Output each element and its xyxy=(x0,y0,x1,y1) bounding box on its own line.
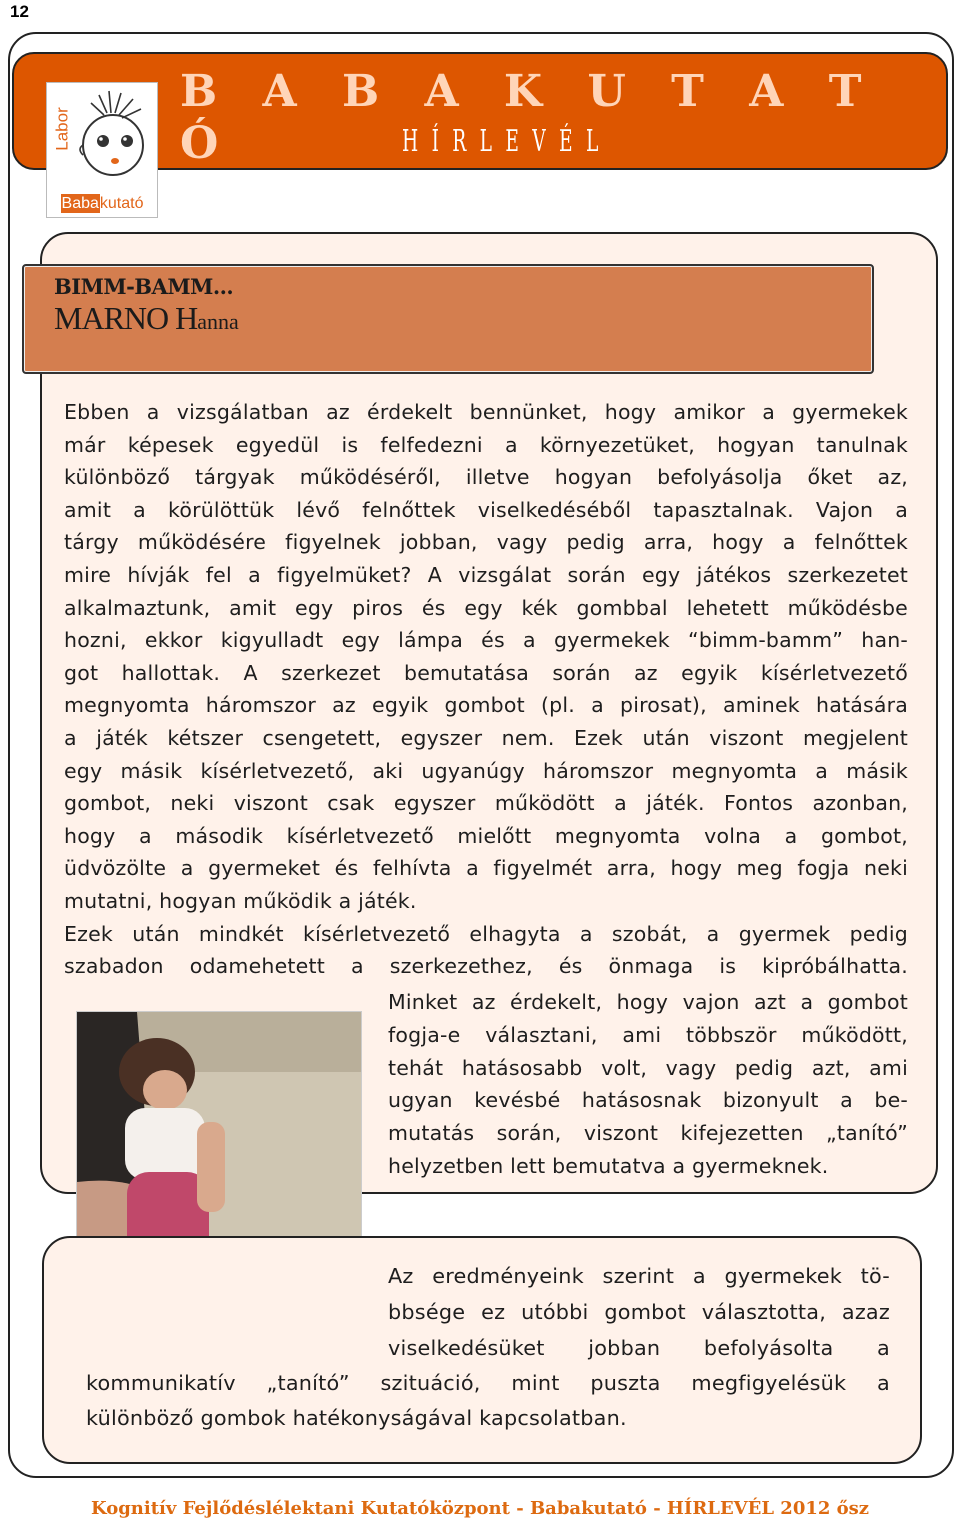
text-line: viselkedésüket jobban befolyásolta a xyxy=(388,1336,890,1360)
text-line: fogja-e választani, ami többször működött, xyxy=(388,1022,908,1047)
text-line: egy másik kísérletvezető, aki ugyanúgy háromszor megnyomta a másik xyxy=(64,758,908,783)
text-line: mire hívják fel a figyelmüket? A vizsgálat során egy játékos szerkezetet xyxy=(64,563,908,587)
text-line: Ebben a vizsgálatban az érdekelt bennünket, hogy amikor a gyermekek xyxy=(64,400,908,424)
text-line: mutatni, hogyan működik a játék. xyxy=(64,889,417,913)
text-line: kommunikatív „tanító” szituáció, mint puszta megfigyelésük a xyxy=(86,1371,890,1395)
article-author: MARNO Hanna xyxy=(54,300,239,336)
logo-babakutato-text: Babakutató xyxy=(61,195,144,212)
text-line: hozni, ekkor kigyulladt egy lámpa és a gyermekek “bimm-bamm” han- xyxy=(64,628,908,653)
text-line: megnyomta háromszor az egyik gombot (pl. a pirosat), aminek hatására xyxy=(64,693,908,718)
text-line: különböző tárgyak működéséről, illetve hogyan befolyásolja őket az, xyxy=(64,465,908,490)
text-line: szabadon odamehetett a szerkezethez, és önmaga is kipróbálhatta. xyxy=(64,954,908,979)
babakutato-labor-logo xyxy=(46,82,158,218)
newsletter-subtitle: H Í R L E V É L xyxy=(402,124,603,159)
text-line: a játék kétszer csengetett, egyszer nem. Ezek után viszont megjelent xyxy=(64,726,908,750)
page-number: 12 xyxy=(10,2,29,21)
text-line: gombot, neki viszont csak egyszer működött a játék. Fontos azonban, xyxy=(64,791,908,816)
text-line: alkalmaztunk, amit egy piros és egy kék gombbal lehetett működésbe xyxy=(64,595,908,620)
text-line: üdvözölte a gyermeket és felhívta a figyelmét arra, hogy meg fogja neki xyxy=(64,856,908,881)
text-line: Ezek után mindkét kísérletvezető elhagyta a szobát, a gyermek pedig xyxy=(64,921,908,946)
text-line: amit a körülöttük lévő felnőttek viselkedéséből tapasztalnak. Vajon a xyxy=(64,497,908,522)
text-line: got hallottak. A szerkezet bemutatása során az egyik kísérletvezető xyxy=(64,660,908,685)
page-footer: Kognitív Fejlődéslélektani Kutatóközpont - Babakutató - HÍRLEVÉL 2012 ősz xyxy=(90,1498,870,1519)
text-line: Minket az érdekelt, hogy vajon azt a gombot xyxy=(388,990,908,1014)
text-line: mutatás során, viszont kifejezetten „tanító” xyxy=(388,1121,908,1146)
text-line: tehát hatásosabb volt, vagy pedig azt, ami xyxy=(388,1055,908,1080)
text-line: helyzetben lett bemutatva a gyermeknek. xyxy=(388,1154,829,1178)
text-line: ugyan kevésbé hatásosnak bizonyult a be- xyxy=(388,1088,908,1113)
text-line: tárgy működésére figyelnek jobban, vagy pedig arra, hogy a felnőttek xyxy=(64,530,908,555)
text-line: bbsége ez utóbbi gombot választotta, azaz xyxy=(388,1300,890,1324)
newsletter-title: B A B A K U T A T Ó xyxy=(180,66,877,169)
text-line: már képesek egyedül is felfedezni a környezetüket, hogyan tanulnak xyxy=(64,432,908,457)
text-line: különböző gombok hatékonyságával kapcsolatban. xyxy=(86,1406,627,1431)
article-title: BIMM-BAMM... xyxy=(54,274,234,299)
logo-labor-text: Labor xyxy=(52,107,72,151)
text-line: hogy a második kísérletvezető mielőtt megnyomta volna a gombot, xyxy=(64,823,908,848)
text-line: Az eredményeink szerint a gyermekek tö- xyxy=(388,1264,890,1288)
